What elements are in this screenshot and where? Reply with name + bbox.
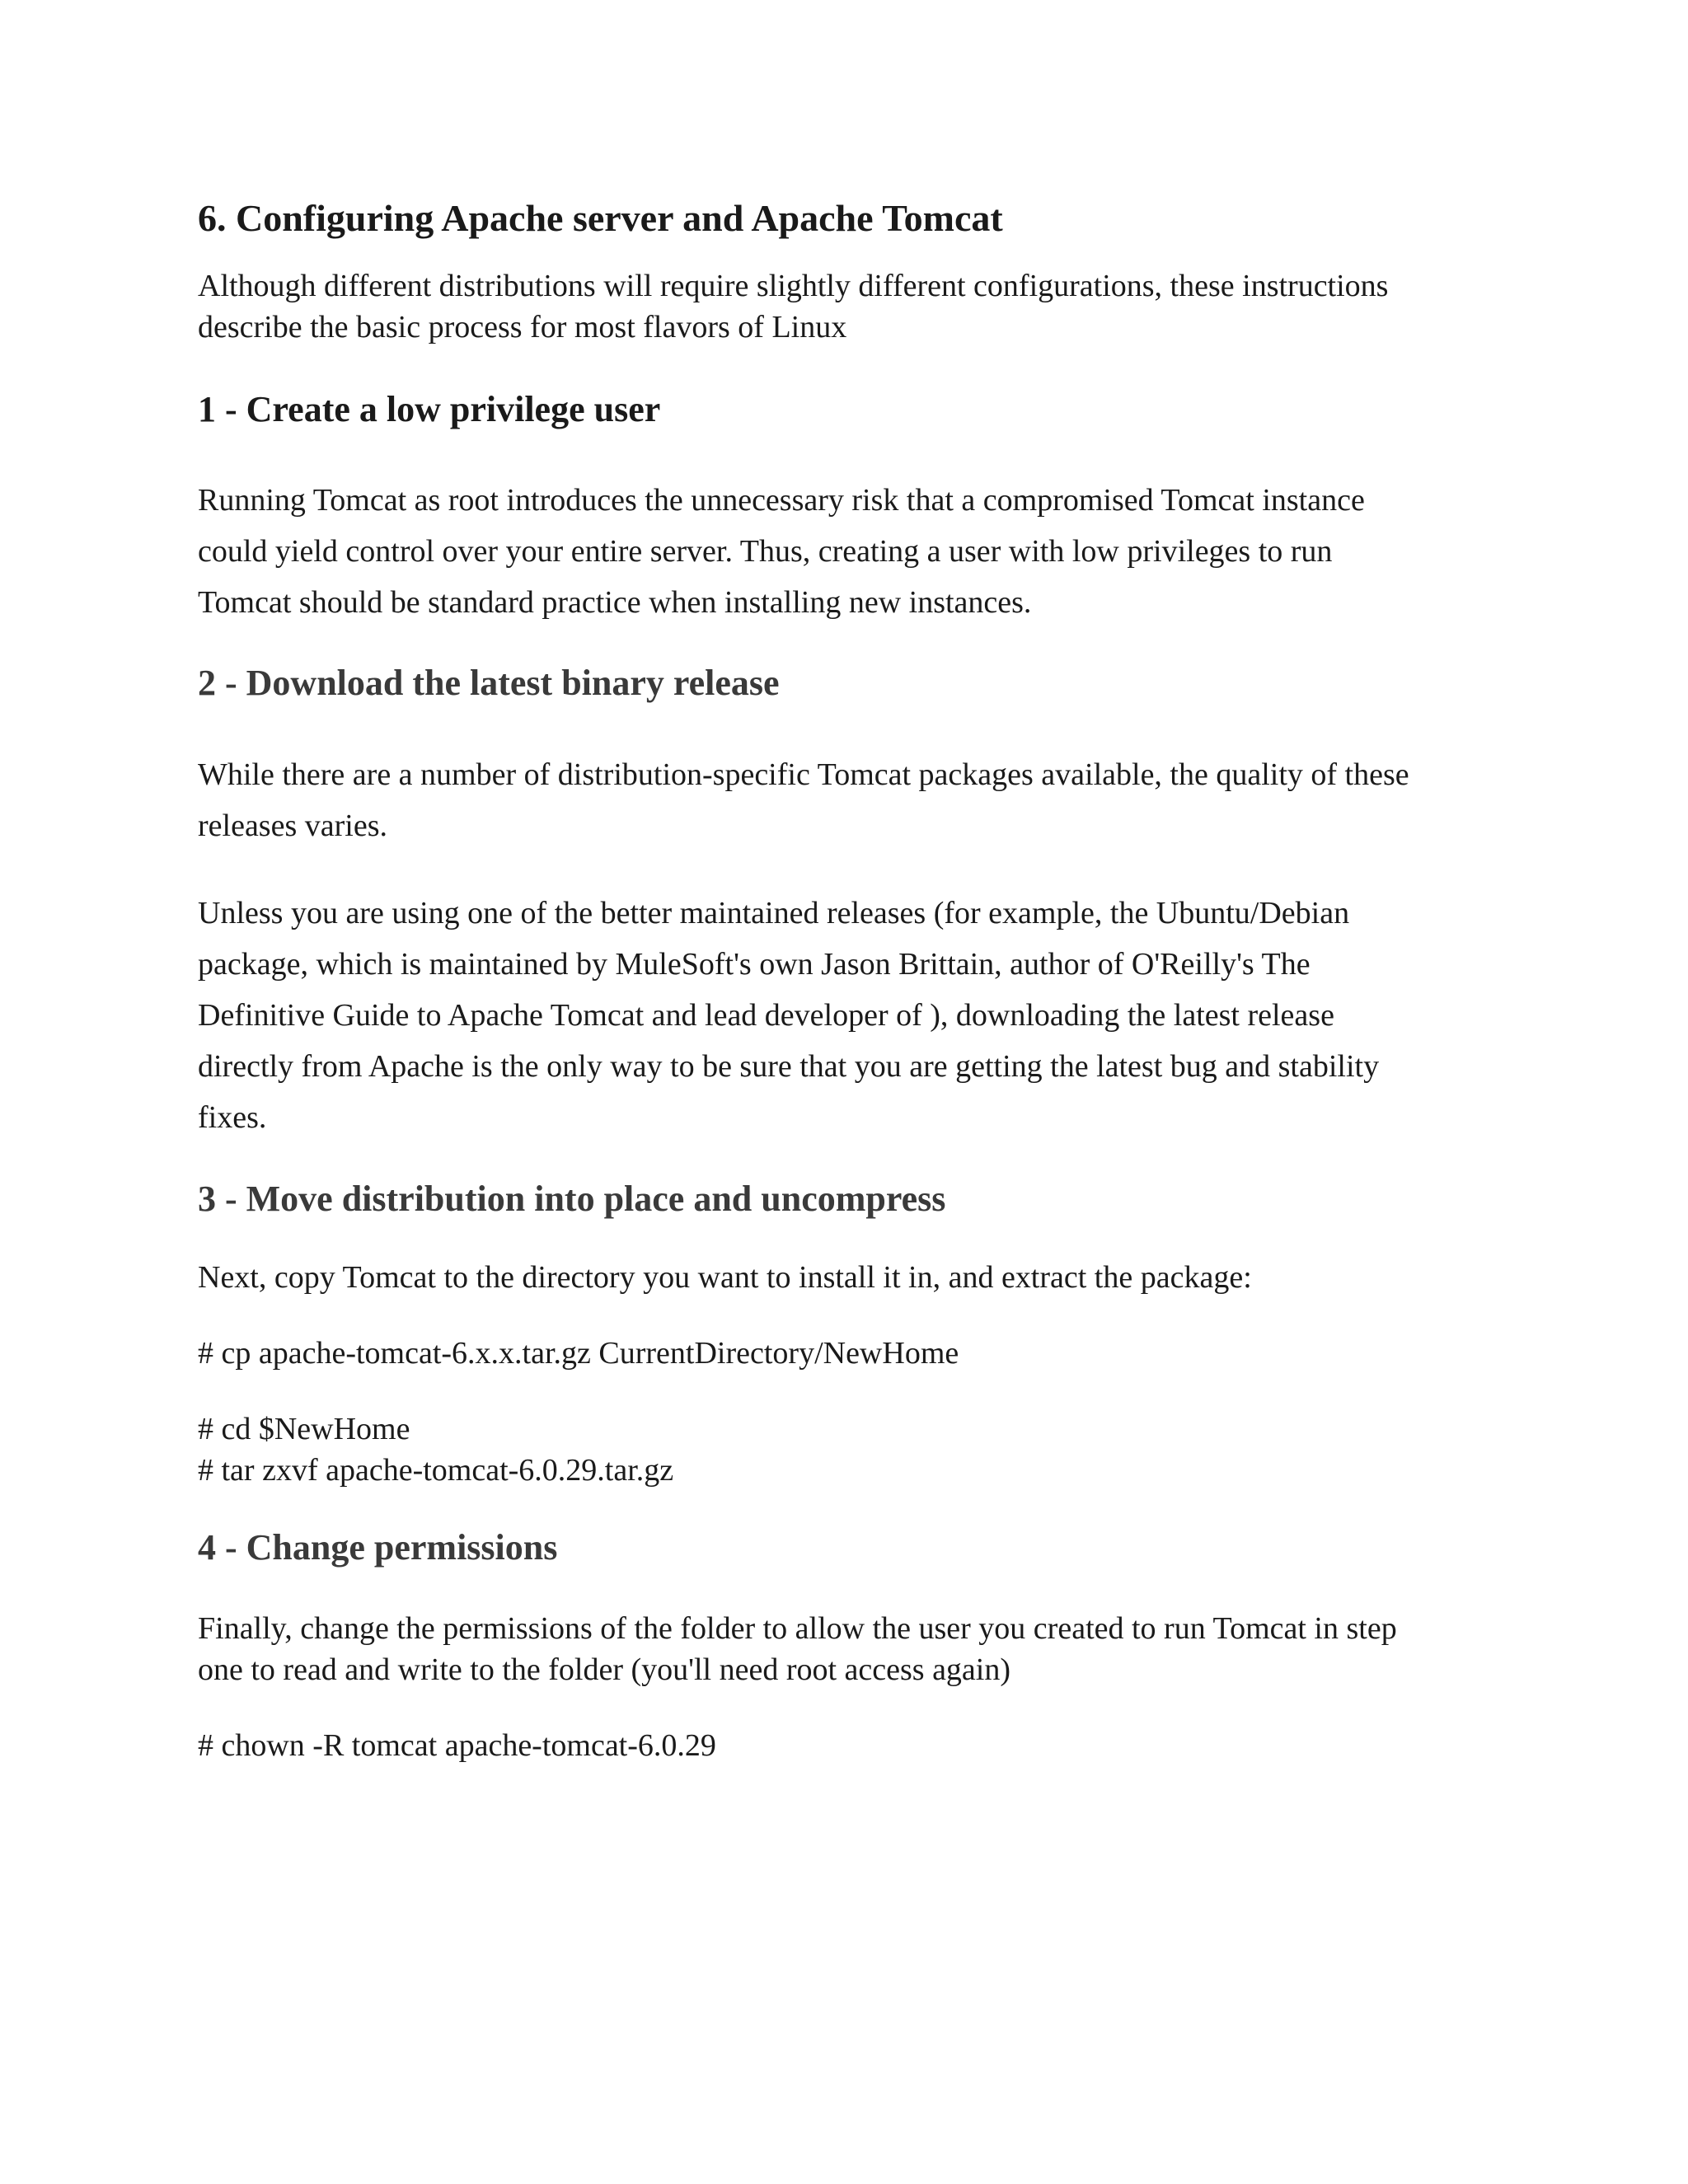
section-3-heading: 3 - Move distribution into place and uncompress	[198, 1179, 946, 1219]
section-4-command: # chown -R tomcat apache-tomcat-6.0.29	[198, 1728, 716, 1763]
section-1-line-1: Running Tomcat as root introduces the unnecessary risk that a compromised Tomcat instance	[198, 483, 1365, 518]
intro-line-1: Although different distributions will require slightly different configurations, these instructions	[198, 269, 1389, 303]
section-2-para2-line-4: directly from Apache is the only way to be sure that you are getting the latest bug and stability	[198, 1049, 1380, 1084]
section-2-heading: 2 - Download the latest binary release	[198, 663, 780, 703]
page-title: 6. Configuring Apache server and Apache Tomcat	[198, 197, 1003, 239]
section-3-command-3: # tar zxvf apache-tomcat-6.0.29.tar.gz	[198, 1453, 674, 1488]
section-2-para1-line-1: While there are a number of distribution-specific Tomcat packages available, the quality of these	[198, 757, 1409, 792]
section-1-line-2: could yield control over your entire server. Thus, creating a user with low privileges to run	[198, 534, 1333, 569]
section-4-line-1: Finally, change the permissions of the folder to allow the user you created to run Tomcat in step	[198, 1611, 1397, 1646]
section-4-line-2: one to read and write to the folder (you'll need root access again)	[198, 1652, 1011, 1687]
section-2-para2-line-1: Unless you are using one of the better maintained releases (for example, the Ubuntu/Debian	[198, 896, 1350, 930]
section-3-para: Next, copy Tomcat to the directory you want to install it in, and extract the package:	[198, 1260, 1252, 1295]
section-2-para2-line-3: Definitive Guide to Apache Tomcat and lead developer of ), downloading the latest release	[198, 998, 1334, 1033]
section-2-para2-line-2: package, which is maintained by MuleSoft's own Jason Brittain, author of O'Reilly's The	[198, 947, 1311, 982]
section-4-heading: 4 - Change permissions	[198, 1527, 558, 1568]
section-3-command-1: # cp apache-tomcat-6.x.x.tar.gz CurrentDirectory/NewHome	[198, 1336, 959, 1371]
section-1-heading: 1 - Create a low privilege user	[198, 389, 661, 429]
section-3-command-2: # cd $NewHome	[198, 1412, 410, 1446]
section-2-para1-line-2: releases varies.	[198, 808, 387, 843]
section-2-para2-line-5: fixes.	[198, 1100, 267, 1135]
intro-line-2: describe the basic process for most flavors of Linux	[198, 310, 847, 344]
section-1-line-3: Tomcat should be standard practice when installing new instances.	[198, 585, 1032, 620]
